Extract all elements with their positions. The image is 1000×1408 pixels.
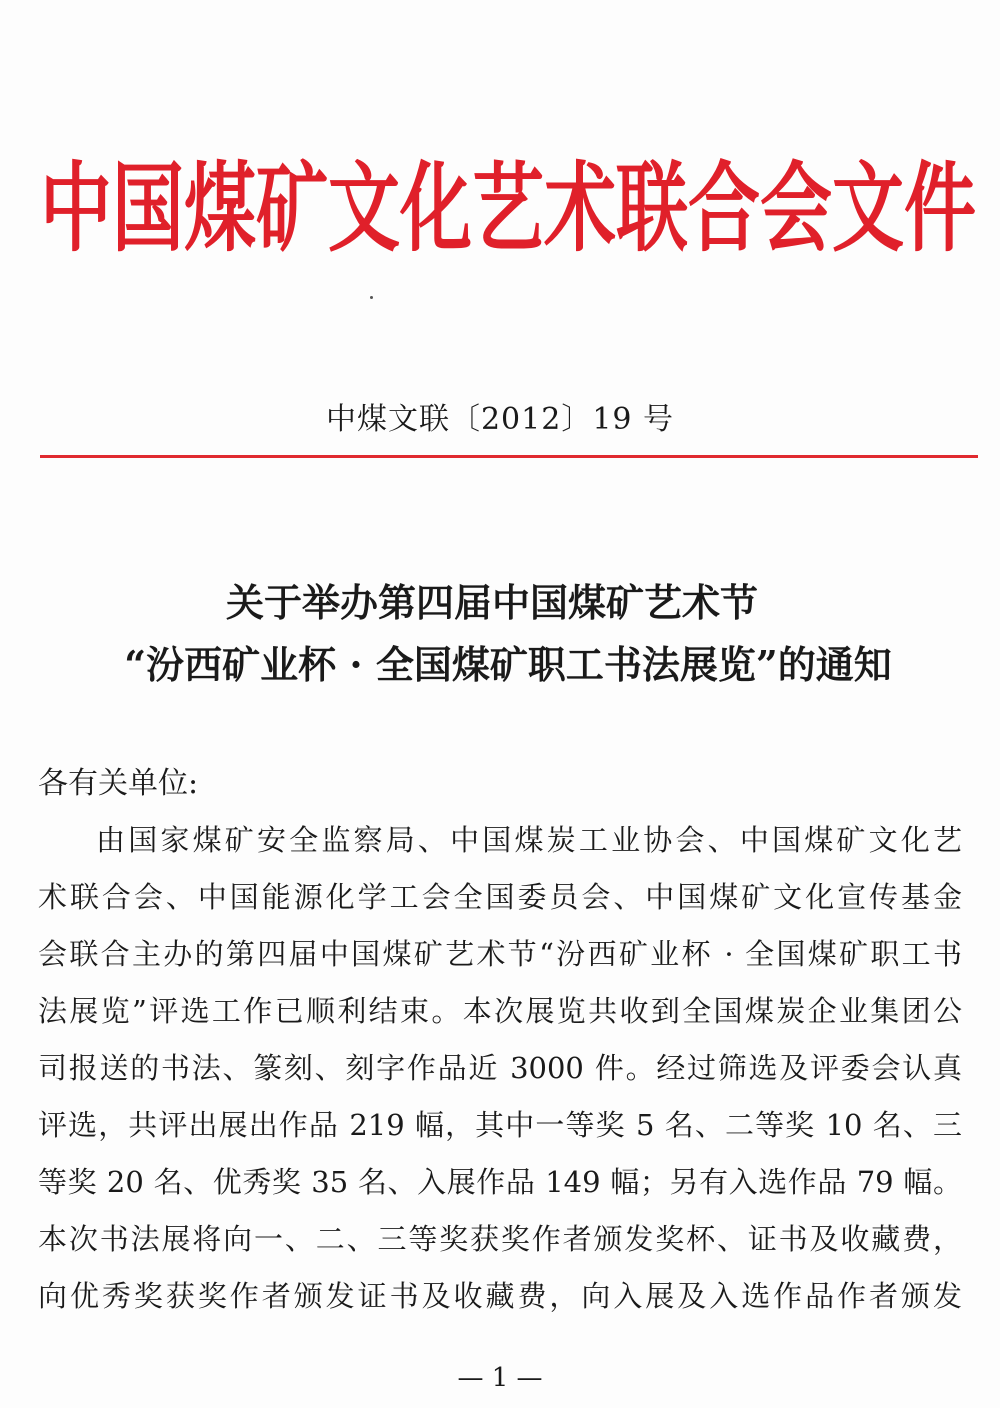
red-divider-rule <box>40 455 978 458</box>
notice-title-line-1: 关于举办第四届中国煤矿艺术节 <box>225 580 758 625</box>
body-line: 由国家煤矿安全监察局、中国煤炭工业协会、中国煤矿文化艺 <box>96 823 962 857</box>
body-line: 法展览”评选工作已顺利结束。本次展览共收到全国煤炭企业集团公 <box>38 994 962 1028</box>
scan-speck <box>370 296 373 299</box>
body-line: 会联合主办的第四届中国煤矿艺术节“汾西矿业杯 · 全国煤矿职工书 <box>38 937 962 971</box>
body-line: 本次书法展将向一、二、三等奖获奖作者颁发奖杯、证书及收藏费， <box>38 1222 962 1256</box>
body-line: 评选，共评出展出作品 219 幅，其中一等奖 5 名、二等奖 10 名、三 <box>38 1108 962 1142</box>
document-number: 中煤文联〔2012〕19 号 <box>325 402 675 437</box>
body-line: 等奖 20 名、优秀奖 35 名、入展作品 149 幅；另有入选作品 79 幅。 <box>38 1165 962 1199</box>
body-line: 司报送的书法、篆刻、刻字作品近 3000 件。经过筛选及评委会认真 <box>38 1051 962 1085</box>
body-line: 向优秀奖获奖作者颁发证书及收藏费，向入展及入选作品作者颁发 <box>38 1279 962 1313</box>
body-line: 术联合会、中国能源化学工会全国委员会、中国煤矿文化宣传基金 <box>38 880 962 914</box>
page-number: — 1 — <box>457 1363 543 1393</box>
notice-title-line-2: “汾西矿业杯 · 全国煤矿职工书法展览”的通知 <box>124 642 892 687</box>
masthead-title: 中国煤矿文化艺术联合会文件 <box>40 151 977 265</box>
salutation: 各有关单位: <box>38 766 199 801</box>
